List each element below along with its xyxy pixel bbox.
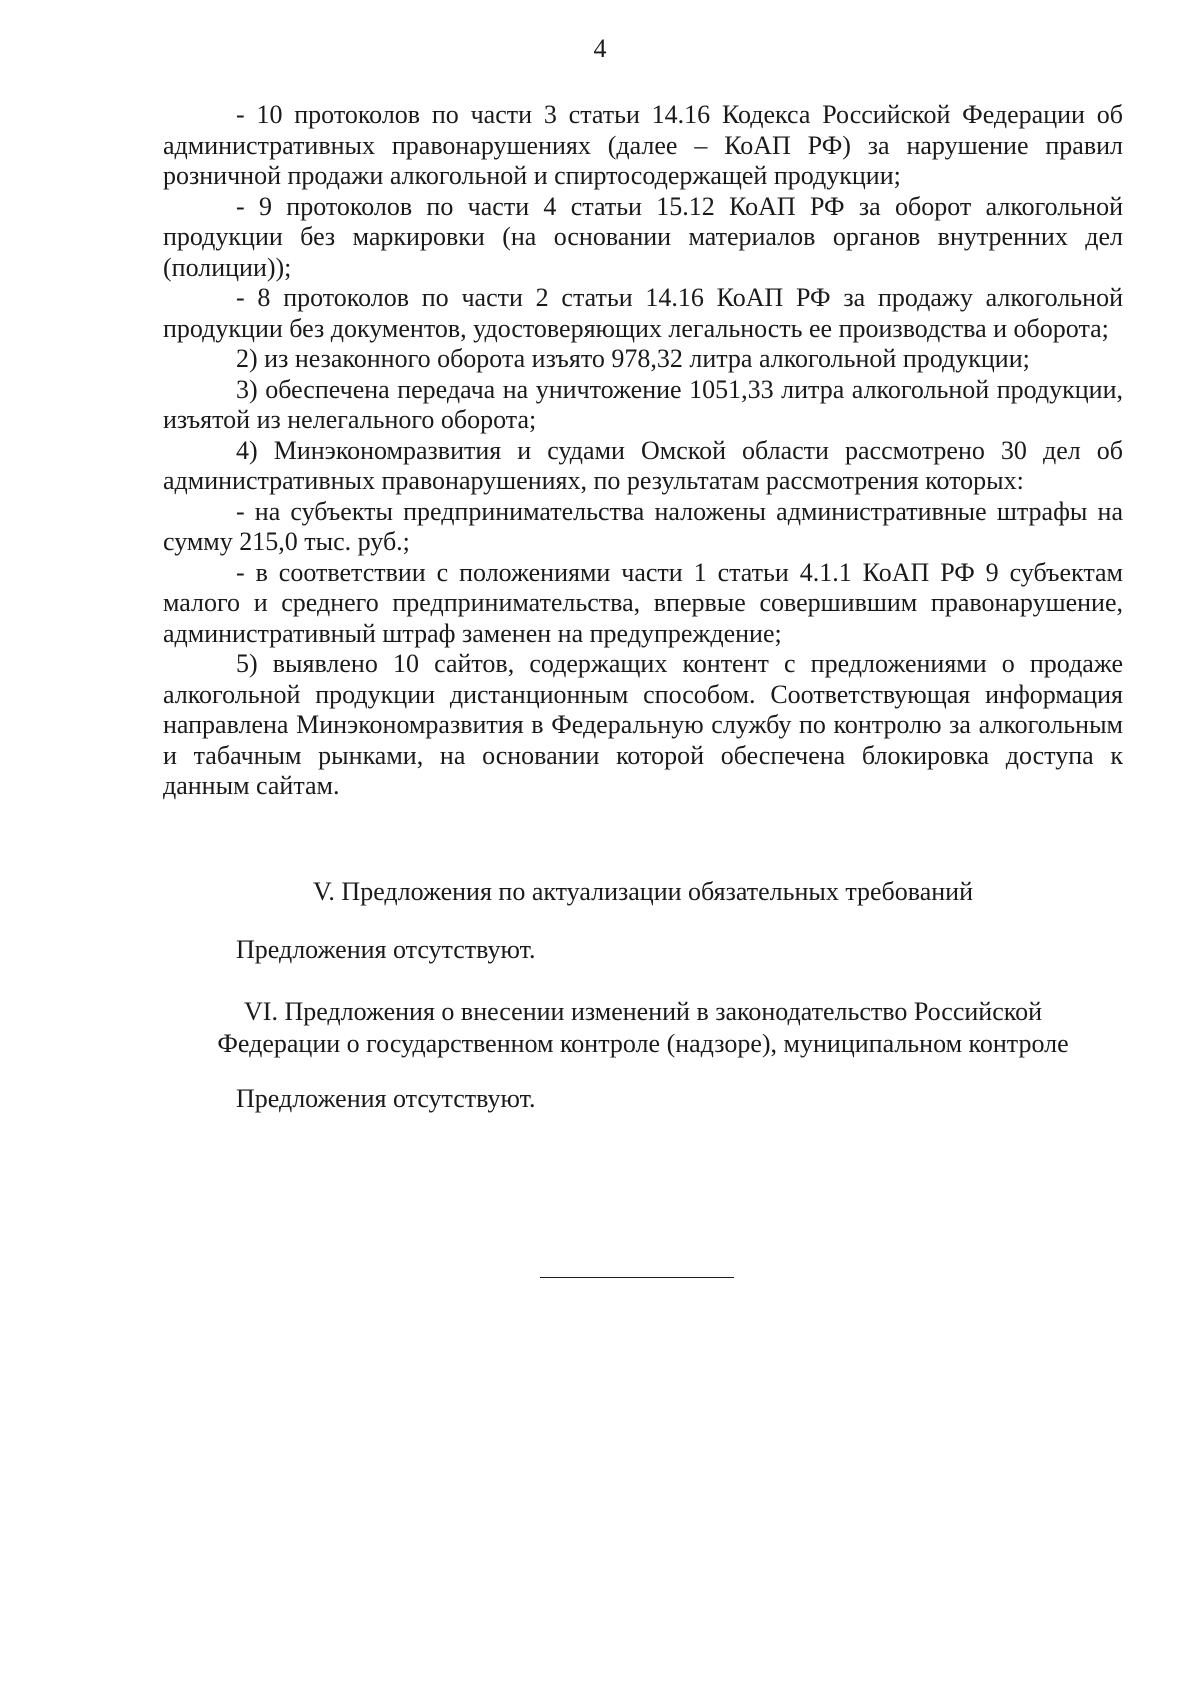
- paragraph-fines: - на субъекты предпринимательства наложены административные штрафы на сумму 215,0 тыс. руб.;: [163, 496, 1123, 556]
- page-number: 4: [593, 34, 607, 63]
- section-vi-text: Предложения отсутствуют.: [236, 1084, 536, 1113]
- section-vi-heading: VI. Предложения о внесении изменений в законодательство Российской Федерации о государственном контроле (надзоре), муниципальном контроле: [217, 997, 1069, 1058]
- body-text: [163, 100, 1123, 802]
- paragraph-warnings: - в соответствии с положениями части 1 статьи 4.1.1 КоАП РФ 9 субъектам малого и среднего предпринимательства, впервые совершившим правонарушение, административный штраф заменен на предупреждение;: [163, 557, 1123, 648]
- paragraph-protocols-14-16-2: - 8 протоколов по части 2 статьи 14.16 КоАП РФ за продажу алкогольной продукции без документов, удостоверяющих легальность ее производства и оборота;: [163, 283, 1123, 343]
- section-v-text: Предложения отсутствуют.: [236, 935, 536, 964]
- paragraph-seized-volume: 2) из незаконного оборота изъято 978,32 литра алкогольной продукции;: [236, 344, 1030, 373]
- end-divider: [540, 1277, 734, 1278]
- paragraph-protocols-15-12-4: - 9 протоколов по части 4 статьи 15.12 КоАП РФ за оборот алкогольной продукции без маркировки (на основании материалов органов внутренних дел (полиции));: [163, 191, 1123, 282]
- paragraph-destruction: 3) обеспечена передача на уничтожение 1051,33 литра алкогольной продукции, изъятой из нелегального оборота;: [163, 374, 1123, 434]
- section-v-heading: V. Предложения по актуализации обязательных требований: [313, 877, 973, 906]
- paragraph-protocols-14-16-3: - 10 протоколов по части 3 статьи 14.16 Кодекса Российской Федерации об административных правонарушениях (далее – КоАП РФ) за нарушение правил розничной продажи алкогольной и спиртосодержащей продукции;: [163, 100, 1123, 190]
- paragraph-websites: 5) выявлено 10 сайтов, содержащих контент с предложениями о продаже алкогольной продукции дистанционным способом. Соответствующая информация направлена Минэкономразвития в Федеральную службу по контролю за алкогольным и табачным рынками, на основании которой обеспечена блокировка доступа к данным сайтам.: [163, 649, 1123, 800]
- paragraph-cases-reviewed: 4) Минэкономразвития и судами Омской области рассмотрено 30 дел об административных правонарушениях, по результатам рассмотрения которых:: [163, 435, 1123, 495]
